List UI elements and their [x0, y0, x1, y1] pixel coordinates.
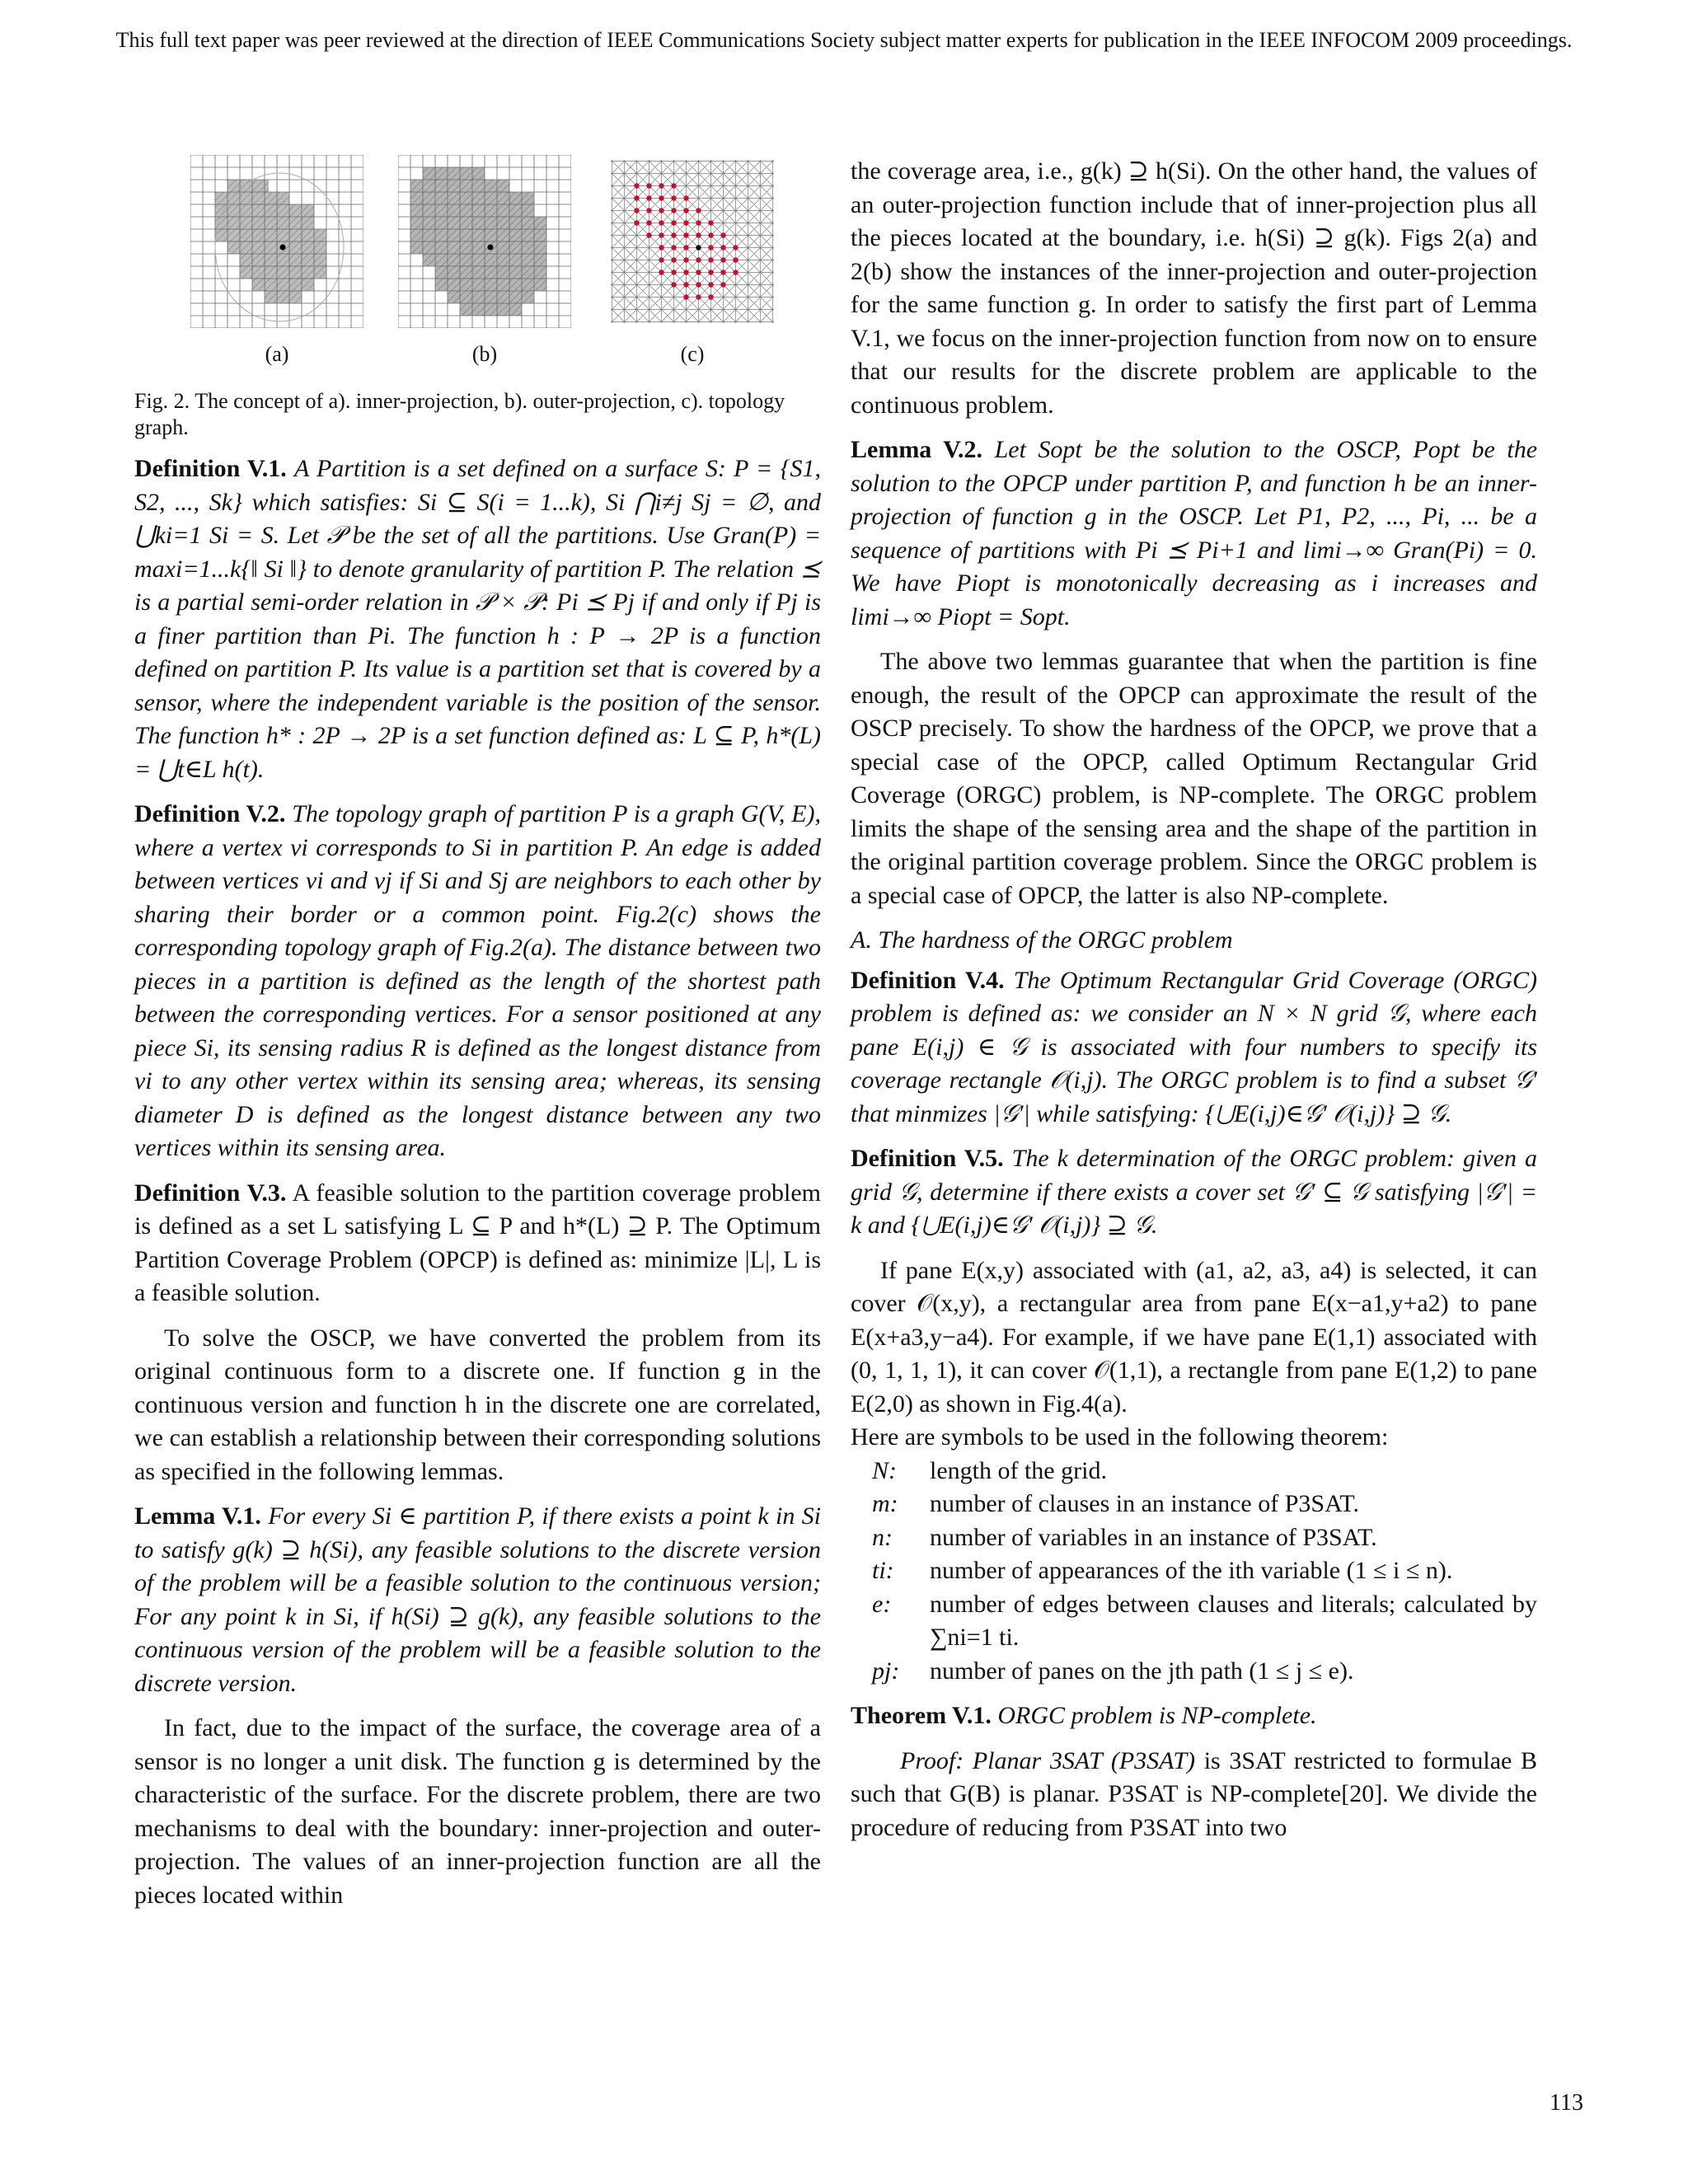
vertex: [747, 321, 749, 323]
vertex: [660, 284, 663, 286]
vertex: [611, 197, 613, 199]
proof-text: is 3SAT restricted to formulae B such that G(B) is planar. P3SAT is NP-complete[20]. We divide the procedure of reducing from P3SAT into two: [851, 1746, 1537, 1841]
vertex: [771, 308, 774, 311]
vertex: [660, 160, 663, 162]
vertex: [623, 271, 626, 274]
covered-vertex: [671, 269, 676, 274]
body-paragraph: If pane E(x,y) associated with (a1, a2, a3, a4) is selected, it can cover 𝒪(x,y), a rectangular area from pane E(x−a1,y+a2) to pane E(x+a3,y−a4). For example, if we have pane E(1,1) associated with (0, 1, 1, 1), it can cover 𝒪(1,1), a rectangle from pane E(1,2) to pane E(2,0) as shown in Fig.4(a).: [851, 1256, 1537, 1418]
vertex: [771, 160, 774, 162]
figure-2c-topology-graph: [606, 155, 779, 328]
vertex: [722, 308, 724, 311]
vertex: [611, 222, 613, 224]
covered-vertex: [659, 269, 663, 274]
covered-vertex: [720, 232, 725, 237]
covered-vertex: [646, 232, 651, 237]
covered-vertex: [696, 282, 701, 287]
vertex: [747, 234, 749, 237]
vertex: [623, 296, 626, 298]
vertex: [710, 308, 712, 311]
covered-vertex: [720, 282, 725, 287]
covered-vertex: [671, 195, 676, 200]
lemma-v2: [851, 434, 1537, 634]
vertex: [660, 172, 663, 175]
vertex: [759, 234, 762, 237]
vertex: [759, 284, 762, 286]
vertex: [623, 197, 626, 199]
lemma-label: Lemma V.2.: [851, 436, 983, 463]
covered-vertex: [696, 245, 701, 250]
vertex: [771, 246, 774, 249]
vertex: [747, 308, 749, 311]
vertex: [710, 172, 712, 175]
symbol: pj:: [872, 1657, 900, 1685]
vertex: [623, 284, 626, 286]
vertex: [759, 321, 762, 323]
vertex: [648, 271, 650, 274]
symbol-item: [851, 1588, 1537, 1655]
left-column: [134, 155, 821, 1912]
covered-vertex: [671, 208, 676, 213]
vertex: [759, 246, 762, 249]
symbol-description: number of panes on the jth path (1 ≤ j ≤ e).: [930, 1657, 1354, 1685]
symbol-list: [851, 1455, 1537, 1689]
vertex: [759, 172, 762, 175]
vertex: [660, 321, 663, 323]
definition-v2: [134, 798, 821, 1165]
vertex: [722, 160, 724, 162]
definition-text: A Partition is a set defined on a surface S: P = {S1, S2, ..., Sk} which satisfies: Si ⊆ S(i = 1...k), Si ⋂i≠j Sj = ∅, and ⋃ki=1 Si = S. Let 𝒫 be the set of all the partitions. Use Gran(P) = maxi=1...k{‖ Si ‖} to denote granularity of partition P. The relation ⪯ is a partial semi-order relation in 𝒫 × 𝒫: Pi ⪯ Pj if and only if Pj is a finer partition than Pi. The function h : P → 2P is a function defined on partition P. Its value is a partition set that is covered by a sensor, where the independent variable is the position of the sensor. The function h* : 2P → 2P is a set function defined as: L ⊆ P, h*(L) = ⋃t∈L h(t).: [134, 455, 821, 783]
body-paragraph: To solve the OSCP, we have converted the problem from its original continuous form to a discrete one. If function g in the continuous version and function h in the discrete one are correlated, we can establish a relationship between their corresponding solutions as specified in the following lemmas.: [134, 1324, 821, 1485]
definition-label: Definition V.5.: [851, 1145, 1004, 1172]
vertex: [685, 172, 687, 175]
vertex: [623, 185, 626, 187]
vertex: [747, 222, 749, 224]
body-paragraph: the coverage area, i.e., g(k) ⊇ h(Si). On the other hand, the values of an outer-projection function include that of inner-projection plus all the pieces located at the boundary, i.e. h(Si) ⊇ g(k). Figs 2(a) and 2(b) show the instances of the inner-projection and outer-projection for the same function g. In order to satisfy the first part of Lemma V.1, we focus on the inner-projection function from now on to ensure that our results for the discrete problem are applicable to the continuous problem.: [851, 157, 1537, 419]
vertex: [648, 308, 650, 311]
vertex: [771, 185, 774, 187]
vertex: [611, 308, 613, 311]
vertex: [623, 246, 626, 249]
vertex: [722, 296, 724, 298]
vertex: [673, 296, 675, 298]
covered-vertex: [683, 257, 688, 262]
covered-vertex: [733, 257, 738, 262]
vertex: [623, 234, 626, 237]
theorem-v1: [851, 1699, 1537, 1733]
figure-label-c: (c): [680, 342, 705, 366]
definition-label: Definition V.4.: [851, 966, 1005, 994]
vertex: [611, 160, 613, 162]
lemma-text: Let Sopt be the solution to the OSCP, Popt be the solution to the OPCP under partition P, and function h be an inner-projection of function g in the OSCP. Let P1, P2, ..., Pi, ... be a sequence of partitions with Pi ⪯ Pi+1 and limi→∞ Gran(Pi) = 0. We have Piopt is monotonically decreasing as i increases and limi→∞ Piopt = Sopt.: [851, 436, 1538, 630]
vertex: [734, 321, 737, 323]
vertex: [747, 209, 749, 212]
symbol-description: number of appearances of the ith variable (1 ≤ i ≤ n).: [930, 1557, 1453, 1584]
vertex: [734, 308, 737, 311]
vertex: [635, 160, 638, 162]
vertex: [635, 321, 638, 323]
vertex: [648, 284, 650, 286]
vertex: [697, 197, 700, 199]
vertex: [734, 172, 737, 175]
definition-text: A feasible solution to the partition coverage problem is defined as a set L satisfying L ⊆ P and h*(L) ⊇ P. The Optimum Partition Coverage Problem (OPCP) is defined as: minimize |L|, L is a feasible solution.: [134, 1179, 821, 1306]
definition-v3: [134, 1177, 821, 1310]
covered-vertex: [720, 269, 725, 274]
vertex: [685, 321, 687, 323]
covered-vertex: [708, 220, 713, 225]
covered-vertex: [683, 220, 688, 225]
vertex: [771, 321, 774, 323]
covered-vertex: [634, 220, 639, 225]
definition-text: The Optimum Rectangular Grid Coverage (ORGC) problem is defined as: we consider an N × N grid 𝒢, where each pane E(i,j) ∈ 𝒢 is associated with four numbers to specify its coverage rectangle 𝒪(i,j). The ORGC problem is to find a subset 𝒢′ that minmizes |𝒢′| while satisfying: {⋃E(i,j)∈𝒢′ 𝒪(i,j)} ⊇ 𝒢.: [851, 966, 1538, 1127]
covered-vertex: [696, 269, 701, 274]
vertex: [697, 160, 700, 162]
covered-vertex: [733, 269, 738, 274]
vertex: [611, 284, 613, 286]
vertex: [734, 222, 737, 224]
definition-v1: [134, 452, 821, 786]
vertex: [623, 321, 626, 323]
figure-caption: Fig. 2. The concept of a). inner-projection, b). outer-projection, c). topology graph.: [134, 389, 785, 439]
vertex: [722, 222, 724, 224]
symbol-description: number of clauses in an instance of P3SAT.: [930, 1490, 1360, 1517]
vertex: [635, 172, 638, 175]
covered-vertex: [683, 232, 688, 237]
vertex: [611, 209, 613, 212]
covered-vertex: [683, 294, 688, 299]
covered-vertex: [646, 220, 651, 225]
vertex: [660, 308, 663, 311]
vertex: [673, 321, 675, 323]
covered-vertex: [683, 208, 688, 213]
definition-v4: [851, 964, 1537, 1132]
vertex: [710, 321, 712, 323]
vertex: [734, 197, 737, 199]
vertex: [771, 209, 774, 212]
vertex: [611, 271, 613, 274]
vertex: [611, 185, 613, 187]
vertex: [611, 259, 613, 261]
vertex: [759, 209, 762, 212]
covered-vertex: [671, 257, 676, 262]
vertex: [759, 271, 762, 274]
vertex: [611, 296, 613, 298]
vertex: [759, 308, 762, 311]
symbol: m:: [872, 1490, 898, 1517]
vertex: [635, 246, 638, 249]
theorem-text: ORGC problem is NP-complete.: [997, 1702, 1317, 1729]
vertex: [722, 321, 724, 323]
covered-vertex: [683, 245, 688, 250]
body-paragraph: Here are symbols to be used in the following theorem:: [851, 1423, 1389, 1451]
figure-label-a: (a): [265, 342, 289, 366]
vertex: [697, 321, 700, 323]
symbol: N:: [872, 1456, 897, 1484]
vertex: [673, 308, 675, 311]
vertex: [747, 185, 749, 187]
covered-vertex: [683, 195, 688, 200]
covered-vertex: [634, 208, 639, 213]
figure-2a-inner-projection: [190, 155, 363, 328]
vertex: [771, 284, 774, 286]
symbol-description: length of the grid.: [930, 1456, 1107, 1484]
body-paragraph: The above two lemmas guarantee that when the partition is fine enough, the result of the OPCP can approximate the result of the OSCP precisely. To show the hardness of the OPCP, we prove that a special case of the OPCP, called Optimum Rectangular Grid Coverage (ORGC) problem, is NP-complete. The ORGC problem limits the shape of the sensing area and the shape of the partition in the original partition coverage problem. Since the ORGC problem is a special case of OPCP, the latter is also NP-complete.: [851, 648, 1537, 909]
definition-text: The k determination of the ORGC problem: given a grid 𝒢, determine if there exists a cover set 𝒢′ ⊆ 𝒢 satisfying |𝒢′| = k and {⋃E(i,j)∈𝒢′ 𝒪(i,j)} ⊇ 𝒢.: [851, 1145, 1538, 1239]
vertex: [747, 271, 749, 274]
vertex: [734, 209, 737, 212]
lemma-text: For every Si ∈ partition P, if there exists a point k in Si to satisfy g(k) ⊇ h(Si), any feasible solutions to the discrete version of the problem will be a feasible solution to the continuous version; For any point k in Si, if h(Si) ⊇ g(k), any feasible solutions to the continuous version of the problem will be a feasible solution to the discrete version.: [134, 1502, 822, 1697]
vertex: [710, 185, 712, 187]
covered-vertex: [720, 245, 725, 250]
vertex: [648, 160, 650, 162]
vertex: [722, 172, 724, 175]
vertex: [635, 284, 638, 286]
covered-vertex: [708, 269, 713, 274]
vertex: [648, 296, 650, 298]
vertex: [759, 160, 762, 162]
covered-vertex: [683, 269, 688, 274]
covered-vertex: [646, 195, 651, 200]
covered-vertex: [696, 232, 701, 237]
figure-label-b: (b): [471, 342, 498, 366]
covered-vertex: [659, 232, 663, 237]
vertex: [673, 160, 675, 162]
vertex: [771, 222, 774, 224]
vertex: [747, 246, 749, 249]
vertex: [722, 209, 724, 212]
vertex: [648, 246, 650, 249]
vertex: [771, 234, 774, 237]
definition-v5: [851, 1142, 1537, 1243]
covered-vertex: [733, 245, 738, 250]
vertex: [623, 172, 626, 175]
covered-vertex: [671, 220, 676, 225]
vertex: [771, 172, 774, 175]
vertex: [747, 296, 749, 298]
vertex: [660, 296, 663, 298]
covered-vertex: [708, 232, 713, 237]
vertex: [747, 259, 749, 261]
covered-vertex: [708, 282, 713, 287]
covered-vertex: [634, 183, 639, 188]
vertex: [635, 296, 638, 298]
vertex: [771, 259, 774, 261]
vertex: [747, 197, 749, 199]
vertex: [722, 197, 724, 199]
vertex: [648, 321, 650, 323]
symbol: ti:: [872, 1557, 894, 1584]
covered-vertex: [671, 183, 676, 188]
vertex: [710, 209, 712, 212]
symbol-item: [851, 1521, 1537, 1555]
vertex: [611, 234, 613, 237]
covered-vertex: [671, 232, 676, 237]
vertex: [734, 284, 737, 286]
covered-vertex: [646, 183, 651, 188]
vertex: [747, 284, 749, 286]
covered-vertex: [708, 294, 713, 299]
definition-label: Definition V.3.: [134, 1179, 287, 1207]
vertex: [697, 308, 700, 311]
vertex: [734, 296, 737, 298]
covered-vertex: [659, 195, 663, 200]
lemma-label: Lemma V.1.: [134, 1502, 261, 1530]
vertex: [747, 160, 749, 162]
vertex: [635, 271, 638, 274]
covered-vertex: [671, 282, 676, 287]
vertex: [759, 259, 762, 261]
vertex: [611, 246, 613, 249]
vertex: [623, 209, 626, 212]
covered-vertex: [634, 195, 639, 200]
symbol-item: [851, 1455, 1537, 1488]
vertex: [635, 259, 638, 261]
covered-vertex: [659, 257, 663, 262]
section-heading: A. The hardness of the ORGC problem: [851, 926, 1233, 954]
definition-label: Definition V.1.: [134, 455, 287, 482]
symbol-description: number of variables in an instance of P3SAT.: [930, 1523, 1377, 1551]
right-column: [851, 155, 1537, 1844]
vertex: [697, 172, 700, 175]
covered-vertex: [708, 245, 713, 250]
figure-2: [134, 155, 821, 373]
vertex: [722, 185, 724, 187]
symbol-item: [851, 1655, 1537, 1689]
vertex: [685, 185, 687, 187]
symbol: e:: [872, 1590, 892, 1618]
figure-2b-outer-projection: [398, 155, 571, 328]
vertex: [734, 234, 737, 237]
vertex: [697, 185, 700, 187]
covered-vertex: [659, 208, 663, 213]
covered-vertex: [720, 257, 725, 262]
vertex: [710, 160, 712, 162]
vertex: [734, 185, 737, 187]
body-paragraph: In fact, due to the impact of the surface, the coverage area of a sensor is no longer a unit disk. The function g is determined by the characteristic of the surface. For the discrete problem, there are two mechanisms to deal with the boundary: inner-projection and outer-projection. The values of an inner-projection function are all the pieces located within: [134, 1714, 821, 1909]
definition-label: Definition V.2.: [134, 800, 286, 827]
theorem-label: Theorem V.1.: [851, 1702, 992, 1729]
symbol: n:: [872, 1523, 893, 1551]
lemma-v1: [134, 1500, 821, 1700]
vertex: [685, 160, 687, 162]
covered-vertex: [696, 220, 701, 225]
vertex: [623, 222, 626, 224]
covered-vertex: [671, 245, 676, 250]
covered-vertex: [683, 282, 688, 287]
vertex: [685, 308, 687, 311]
vertex: [623, 308, 626, 311]
covered-vertex: [708, 257, 713, 262]
symbol-item: [851, 1554, 1537, 1588]
vertex: [673, 172, 675, 175]
vertex: [771, 197, 774, 199]
covered-vertex: [696, 208, 701, 213]
covered-vertex: [696, 257, 701, 262]
vertex: [635, 308, 638, 311]
vertex: [635, 234, 638, 237]
vertex: [611, 321, 613, 323]
covered-vertex: [659, 183, 663, 188]
covered-vertex: [646, 208, 651, 213]
vertex: [759, 185, 762, 187]
vertex: [623, 259, 626, 261]
page-header: This full text paper was peer reviewed at the direction of IEEE Communications Society subject matter experts for publication in the IEEE INFOCOM 2009 proceedings.: [115, 28, 1573, 52]
page-number: 113: [1550, 2090, 1583, 2116]
vertex: [648, 259, 650, 261]
vertex: [771, 271, 774, 274]
vertex: [759, 296, 762, 298]
vertex: [648, 172, 650, 175]
definition-text: The topology graph of partition P is a graph G(V, E), where a vertex vi corresponds to Si in partition P. An edge is added between vertices vi and vj if Si and Sj are neighbors to each other by sharing their border or a common point. Fig.2(c) shows the corresponding topology graph of Fig.2(a). The distance between two pieces in a partition is defined as the length of the shortest path between the corresponding vertices. For a sensor positioned at any piece Si, its sensing radius R is defined as the longest distance from vi to any other vertex within its sensing area; whereas, its sensing diameter D is defined as the longest distance between any two vertices within its sensing area.: [134, 800, 822, 1161]
vertex: [759, 197, 762, 199]
symbol-item: [851, 1488, 1537, 1521]
proof-paragraph: [851, 1745, 1537, 1845]
vertex: [734, 160, 737, 162]
vertex: [611, 172, 613, 175]
vertex: [710, 197, 712, 199]
covered-vertex: [696, 294, 701, 299]
vertex: [747, 172, 749, 175]
vertex: [771, 296, 774, 298]
vertex: [623, 160, 626, 162]
covered-vertex: [659, 220, 663, 225]
vertex: [759, 222, 762, 224]
proof-label: Proof: Planar 3SAT (P3SAT): [900, 1746, 1196, 1774]
symbol-description: number of edges between clauses and literals; calculated by ∑ni=1 ti.: [930, 1590, 1537, 1651]
covered-vertex: [659, 245, 663, 250]
